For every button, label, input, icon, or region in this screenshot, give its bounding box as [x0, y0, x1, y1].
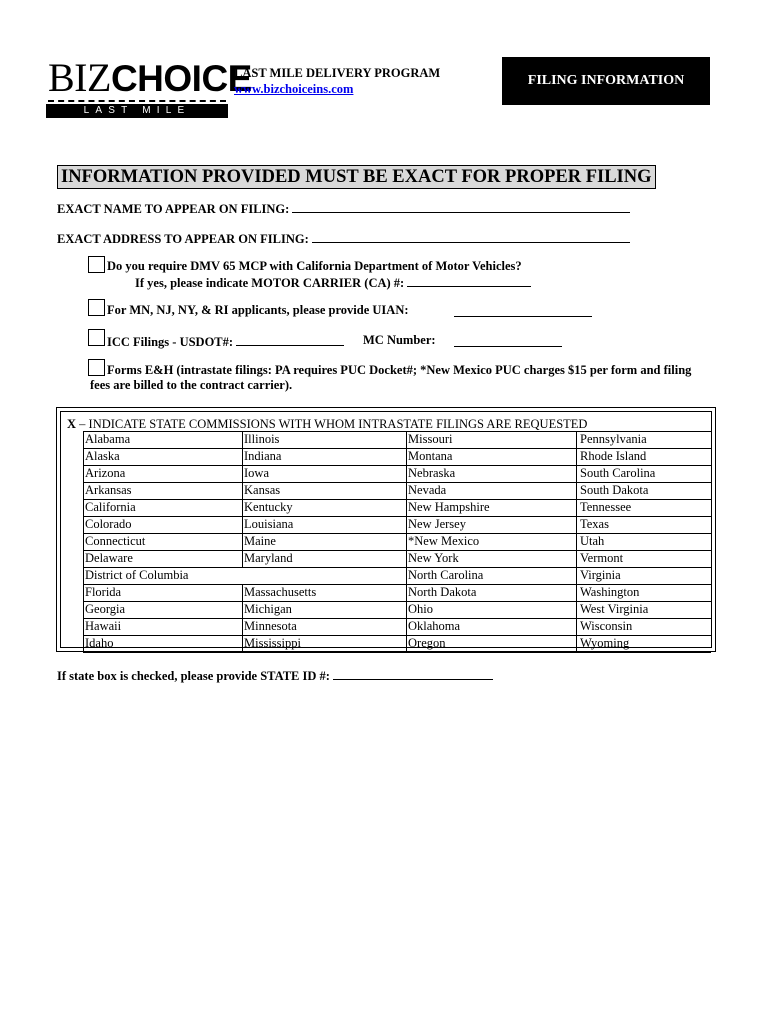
table-column-rule: [83, 431, 84, 652]
state-cell[interactable]: Minnesota: [244, 619, 297, 633]
state-cell[interactable]: Maryland: [244, 551, 293, 565]
motor-carrier-row: [135, 274, 531, 291]
forms-eh-line2: fees are billed to the contract carrier).: [90, 378, 293, 392]
table-rule: [83, 516, 711, 517]
state-cell[interactable]: New Hampshire: [408, 500, 490, 514]
state-cell[interactable]: Rhode Island: [580, 449, 647, 463]
uian-field[interactable]: [454, 304, 592, 317]
usdot-field[interactable]: [236, 333, 344, 346]
state-cell[interactable]: Utah: [580, 534, 605, 548]
state-cell[interactable]: Alaska: [85, 449, 120, 463]
uian-checkbox[interactable]: [88, 299, 105, 316]
state-cell[interactable]: Wyoming: [580, 636, 630, 650]
state-id-row: [57, 667, 493, 684]
state-cell[interactable]: South Dakota: [580, 483, 649, 497]
state-cell[interactable]: Wisconsin: [580, 619, 633, 633]
state-cell[interactable]: Arkansas: [85, 483, 132, 497]
merged-cell-mask: [240, 568, 245, 584]
table-column-rule: [576, 431, 577, 652]
logo-wordmark: [48, 56, 252, 101]
state-cell[interactable]: Connecticut: [85, 534, 146, 548]
dmv-question: Do you require DMV 65 MCP with California Department of Motor Vehicles?: [107, 259, 522, 273]
state-cell[interactable]: Florida: [85, 585, 122, 599]
state-cell[interactable]: New Jersey: [408, 517, 466, 531]
state-cell[interactable]: District of Columbia: [85, 568, 189, 582]
exact-address-field[interactable]: [312, 230, 630, 243]
motor-carrier-label: If yes, please indicate MOTOR CARRIER (CA) #:: [135, 276, 405, 290]
state-cell[interactable]: Kentucky: [244, 500, 293, 514]
state-cell[interactable]: Iowa: [244, 466, 269, 480]
state-id-label: If state box is checked, please provide STATE ID #:: [57, 669, 330, 683]
state-cell[interactable]: Nebraska: [408, 466, 456, 480]
state-cell[interactable]: Georgia: [85, 602, 126, 616]
state-cell[interactable]: Missouri: [408, 432, 453, 446]
icc-checkbox[interactable]: [88, 329, 105, 346]
state-cell[interactable]: Montana: [408, 449, 453, 463]
state-cell[interactable]: Colorado: [85, 517, 132, 531]
exact-name-label: EXACT NAME TO APPEAR ON FILING:: [57, 202, 290, 216]
page-headline: INFORMATION PROVIDED MUST BE EXACT FOR PROPER FILING: [57, 165, 656, 189]
state-cell[interactable]: Alabama: [85, 432, 131, 446]
state-cell[interactable]: Arizona: [85, 466, 126, 480]
logo-divider: [48, 100, 226, 102]
icc-label: ICC Filings - USDOT#:: [107, 335, 234, 349]
state-commission-table: [56, 407, 716, 652]
dmv-checkbox[interactable]: [88, 256, 105, 273]
forms-eh-line1: Forms E&H (intrastate filings: PA requires PUC Docket#; *New Mexico PUC charges $15 per form and filing: [107, 363, 692, 377]
state-cell[interactable]: Virginia: [580, 568, 621, 582]
table-column-rule: [406, 431, 407, 652]
state-cell[interactable]: New York: [408, 551, 459, 565]
bizchoice-logo: [44, 55, 252, 130]
mc-number-field[interactable]: [454, 334, 562, 347]
state-cell[interactable]: Vermont: [580, 551, 624, 565]
state-cell[interactable]: Indiana: [244, 449, 282, 463]
table-rule: [83, 652, 711, 653]
filing-information-box: FILING INFORMATION: [502, 57, 710, 105]
table-rule: [83, 533, 711, 534]
logo-tagline: LAST MILE LOGISTICS: [46, 104, 228, 118]
state-cell[interactable]: Delaware: [85, 551, 133, 565]
table-column-rule: [242, 431, 243, 652]
state-cell[interactable]: Nevada: [408, 483, 447, 497]
state-table-frame: [60, 411, 712, 648]
exact-address-row: [57, 230, 630, 247]
mc-number-label: MC Number:: [363, 333, 436, 347]
forms-eh-checkbox[interactable]: [88, 359, 105, 376]
program-title: LAST MILE DELIVERY PROGRAM: [234, 66, 441, 80]
exact-name-row: [57, 200, 630, 217]
state-cell[interactable]: Mississippi: [244, 636, 301, 650]
motor-carrier-field[interactable]: [407, 274, 531, 287]
state-cell[interactable]: Massachusetts: [244, 585, 317, 599]
state-cell[interactable]: Michigan: [244, 602, 292, 616]
header-x: X: [67, 417, 77, 431]
state-cell[interactable]: Idaho: [85, 636, 114, 650]
exact-name-field[interactable]: [292, 200, 630, 213]
state-cell[interactable]: Oregon: [408, 636, 446, 650]
state-cell[interactable]: Ohio: [408, 602, 433, 616]
uian-label: For MN, NJ, NY, & RI applicants, please provide UIAN:: [107, 303, 409, 317]
header-text: – INDICATE STATE COMMISSIONS WITH WHOM INTRASTATE FILINGS ARE REQUESTED: [76, 417, 588, 431]
exact-address-label: EXACT ADDRESS TO APPEAR ON FILING:: [57, 232, 309, 246]
logo-biz: BIZ: [48, 55, 111, 100]
state-cell[interactable]: Maine: [244, 534, 276, 548]
state-cell[interactable]: Oklahoma: [408, 619, 461, 633]
state-cell[interactable]: Hawaii: [85, 619, 122, 633]
state-cell[interactable]: Louisiana: [244, 517, 294, 531]
state-cell[interactable]: Kansas: [244, 483, 281, 497]
state-cell[interactable]: North Carolina: [408, 568, 484, 582]
state-cell[interactable]: California: [85, 500, 136, 514]
state-cell[interactable]: West Virginia: [580, 602, 649, 616]
state-cell[interactable]: Texas: [580, 517, 609, 531]
state-cell[interactable]: South Carolina: [580, 466, 656, 480]
state-cell[interactable]: Illinois: [244, 432, 280, 446]
state-cell[interactable]: Washington: [580, 585, 640, 599]
state-cell[interactable]: Pennsylvania: [580, 432, 647, 446]
state-table-header: [67, 417, 587, 431]
state-cell[interactable]: North Dakota: [408, 585, 477, 599]
logo-choice: CHOICE: [110, 58, 252, 99]
state-cell[interactable]: *New Mexico: [408, 534, 480, 548]
icc-row: [107, 333, 344, 350]
state-id-field[interactable]: [333, 667, 493, 680]
state-cell[interactable]: Tennessee: [580, 500, 632, 514]
website-link[interactable]: www.bizchoiceins.com: [234, 82, 354, 96]
